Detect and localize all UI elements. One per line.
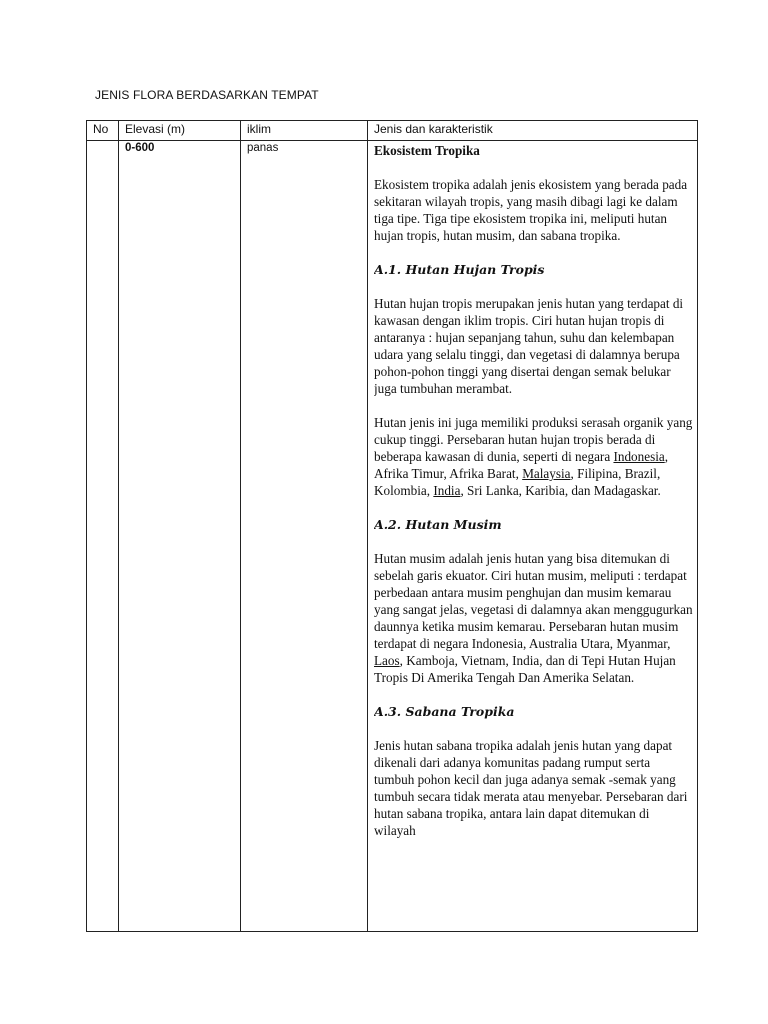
header-jenis: Jenis dan karakteristik: [368, 121, 698, 141]
text-a1-2c: , Filipina, Brazil, Kolombia,: [374, 466, 661, 498]
intro-paragraph: Ekosistem tropika adalah jenis ekosistem yang berada pada sekitaran wilayah tropis, yang masih dibagi lagi ke dalam tiga tipe. Tiga tipe ekosistem tropika ini, meliputi hutan hujan tropis, hutan musim, dan sabana tropika.: [374, 177, 688, 243]
text-a1-2a: Hutan jenis ini juga memiliki produksi serasah organik yang cukup tinggi. Persebaran hutan hujan tropis berada di beberapa kawasan di dunia, seperti di negara: [374, 415, 693, 464]
header-no: No: [87, 121, 119, 141]
flora-table: [86, 120, 698, 932]
link-malaysia[interactable]: Malaysia: [522, 466, 571, 481]
document-title: JENIS FLORA BERDASARKAN TEMPAT: [95, 88, 319, 102]
heading-hutan-hujan-tropis: A.1. Hutan Hujan Tropis: [374, 262, 545, 277]
header-iklim: iklim: [241, 121, 368, 141]
text-a1-2d: , Sri Lanka, Karibia, dan Madagaskar.: [460, 483, 661, 498]
paragraph-a1-1: Hutan hujan tropis merupakan jenis hutan yang terdapat di kawasan dengan iklim tropis. Ciri hutan hujan tropis di antaranya : hujan sepanjang tahun, suhu dan kelembapan udara yang selalu tinggi, dan vegetasi di dalamnya berupa pohon-pohon tinggi yang disertai dengan semak belukar juga tumbuhan merambat.: [374, 296, 684, 396]
paragraph-a3-1: Jenis hutan sabana tropika adalah jenis hutan yang dapat dikenali dari adanya komunitas padang rumput serta tumbuh pohon kecil dan juga adanya semak -semak yang tumbuh secara tidak merata atau menyebar. Persebaran dari hutan sabana tropika, antara lain dapat ditemukan di wilayah: [374, 738, 688, 838]
cell-no: [87, 141, 119, 932]
link-laos[interactable]: Laos: [374, 653, 400, 668]
section-title: Ekosistem Tropika: [374, 143, 480, 158]
cell-jenis: [368, 141, 698, 932]
heading-sabana-tropika: A.3. Sabana Tropika: [374, 704, 515, 719]
text-a2-1a: Hutan musim adalah jenis hutan yang bisa ditemukan di sebelah garis ekuator. Ciri hutan musim, meliputi : terdapat perbedaan antara musim penghujan dan musim kemarau yang sangat jelas, vegetasi di dalamnya akan menggugurkan daunnya ketika musim kemarau. Persebaran hutan musim terdapat di negara Indonesia, Australia Utara, Myanmar,: [374, 551, 693, 651]
link-indonesia[interactable]: Indonesia: [613, 449, 665, 464]
text-a1-2b: , Afrika Timur, Afrika Barat,: [374, 449, 669, 481]
table-header-row: [87, 121, 698, 141]
content-body: [374, 141, 693, 931]
table-row: [87, 141, 698, 932]
cell-elevasi: 0-600: [119, 141, 241, 932]
header-elevasi: Elevasi (m): [119, 121, 241, 141]
paragraph-a1-2: [374, 414, 693, 499]
paragraph-a2-1: [374, 550, 693, 686]
text-a2-1b: , Kamboja, Vietnam, India, dan di Tepi Hutan Hujan Tropis Di Amerika Tengah Dan Amerika Selatan.: [374, 653, 676, 685]
cell-iklim: panas: [241, 141, 368, 932]
link-india[interactable]: India: [433, 483, 461, 498]
heading-hutan-musim: A.2. Hutan Musim: [374, 517, 502, 532]
